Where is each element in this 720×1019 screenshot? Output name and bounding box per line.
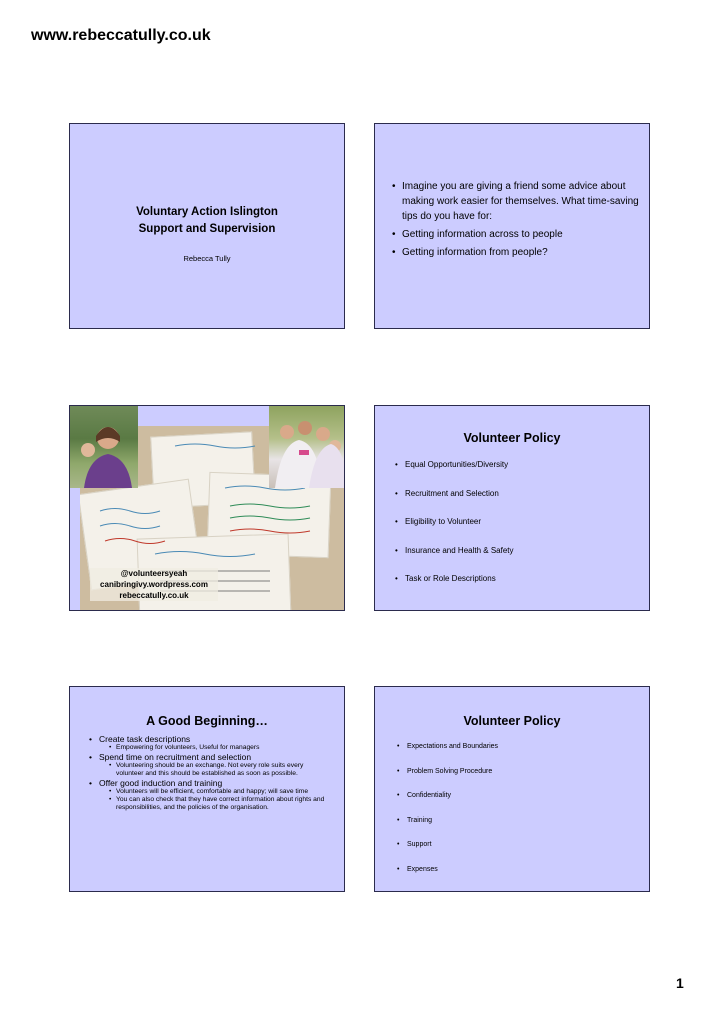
slide-title-line1: Voluntary Action Islington bbox=[136, 206, 278, 218]
list-item: • Support bbox=[397, 840, 498, 850]
website-link: rebeccatully.co.uk bbox=[119, 591, 189, 600]
person-illustration bbox=[70, 406, 138, 488]
slide-title-line2: Support and Supervision bbox=[138, 223, 276, 235]
list-item: • Recruitment and Selection bbox=[395, 488, 514, 499]
website-url: www.rebeccatully.co.uk bbox=[31, 27, 211, 44]
list-item: • Task or Role Descriptions bbox=[395, 573, 514, 584]
policy-list bbox=[395, 459, 514, 602]
slide-photo-collage bbox=[69, 405, 345, 611]
list-item: • Getting information from people? bbox=[392, 245, 647, 260]
twitter-handle: @volunteersyeah bbox=[120, 569, 188, 578]
slide-good-beginning bbox=[69, 686, 345, 892]
slide-volunteer-policy-1 bbox=[374, 405, 650, 611]
list-item: • Insurance and Health & Safety bbox=[395, 545, 514, 556]
sub-list-item: • Volunteering should be an exchange. Not every role suits every volunteer and this should be established as soon as possible. bbox=[109, 762, 329, 778]
woman-photo bbox=[70, 406, 138, 488]
page-number: 1 bbox=[676, 975, 684, 991]
sub-list bbox=[109, 762, 329, 778]
slide-heading: Volunteer Policy bbox=[463, 431, 561, 445]
beginning-list bbox=[89, 734, 329, 812]
list-item: • Expenses bbox=[397, 865, 498, 875]
slide-heading: Volunteer Policy bbox=[463, 714, 561, 728]
blog-link: canibringivy.wordpress.com bbox=[100, 580, 208, 589]
advice-list bbox=[392, 179, 647, 263]
list-item-text: Create task descriptions bbox=[99, 734, 191, 744]
sub-list bbox=[109, 788, 329, 812]
photo-caption bbox=[90, 568, 218, 601]
sub-list-item: • You can also check that they have correct information about rights and responsibilities, and the policies of the organisation. bbox=[109, 796, 329, 812]
list-item: • Equal Opportunities/Diversity bbox=[395, 459, 514, 470]
list-item: • Getting information across to people bbox=[392, 227, 647, 242]
sub-list bbox=[109, 744, 329, 752]
group-photo bbox=[269, 406, 345, 488]
list-item: • Imagine you are giving a friend some advice about making work easier for themselves. What time-saving tips do you have for: bbox=[392, 179, 647, 224]
list-item-text: Offer good induction and training bbox=[99, 778, 223, 788]
list-item bbox=[89, 734, 329, 752]
slide-author: Rebecca Tully bbox=[183, 254, 231, 263]
list-item: • Expectations and Boundaries bbox=[397, 742, 498, 752]
list-item: • Problem Solving Procedure bbox=[397, 767, 498, 777]
sub-list-item: • Empowering for volunteers, Useful for managers bbox=[109, 744, 329, 752]
list-item bbox=[89, 752, 329, 778]
sub-list-item: • Volunteers will be efficient, comfortable and happy; will save time bbox=[109, 788, 329, 796]
slide-title bbox=[69, 123, 345, 329]
people-illustration bbox=[269, 406, 345, 488]
list-item: • Eligibility to Volunteer bbox=[395, 516, 514, 527]
list-item: • Training bbox=[397, 816, 498, 826]
slide-heading: A Good Beginning… bbox=[146, 714, 268, 728]
list-item bbox=[89, 778, 329, 812]
slide-advice bbox=[374, 123, 650, 329]
policy-list bbox=[397, 742, 498, 889]
list-item: • Confidentiality bbox=[397, 791, 498, 801]
list-item-text: Spend time on recruitment and selection bbox=[99, 752, 252, 762]
slide-volunteer-policy-2 bbox=[374, 686, 650, 892]
